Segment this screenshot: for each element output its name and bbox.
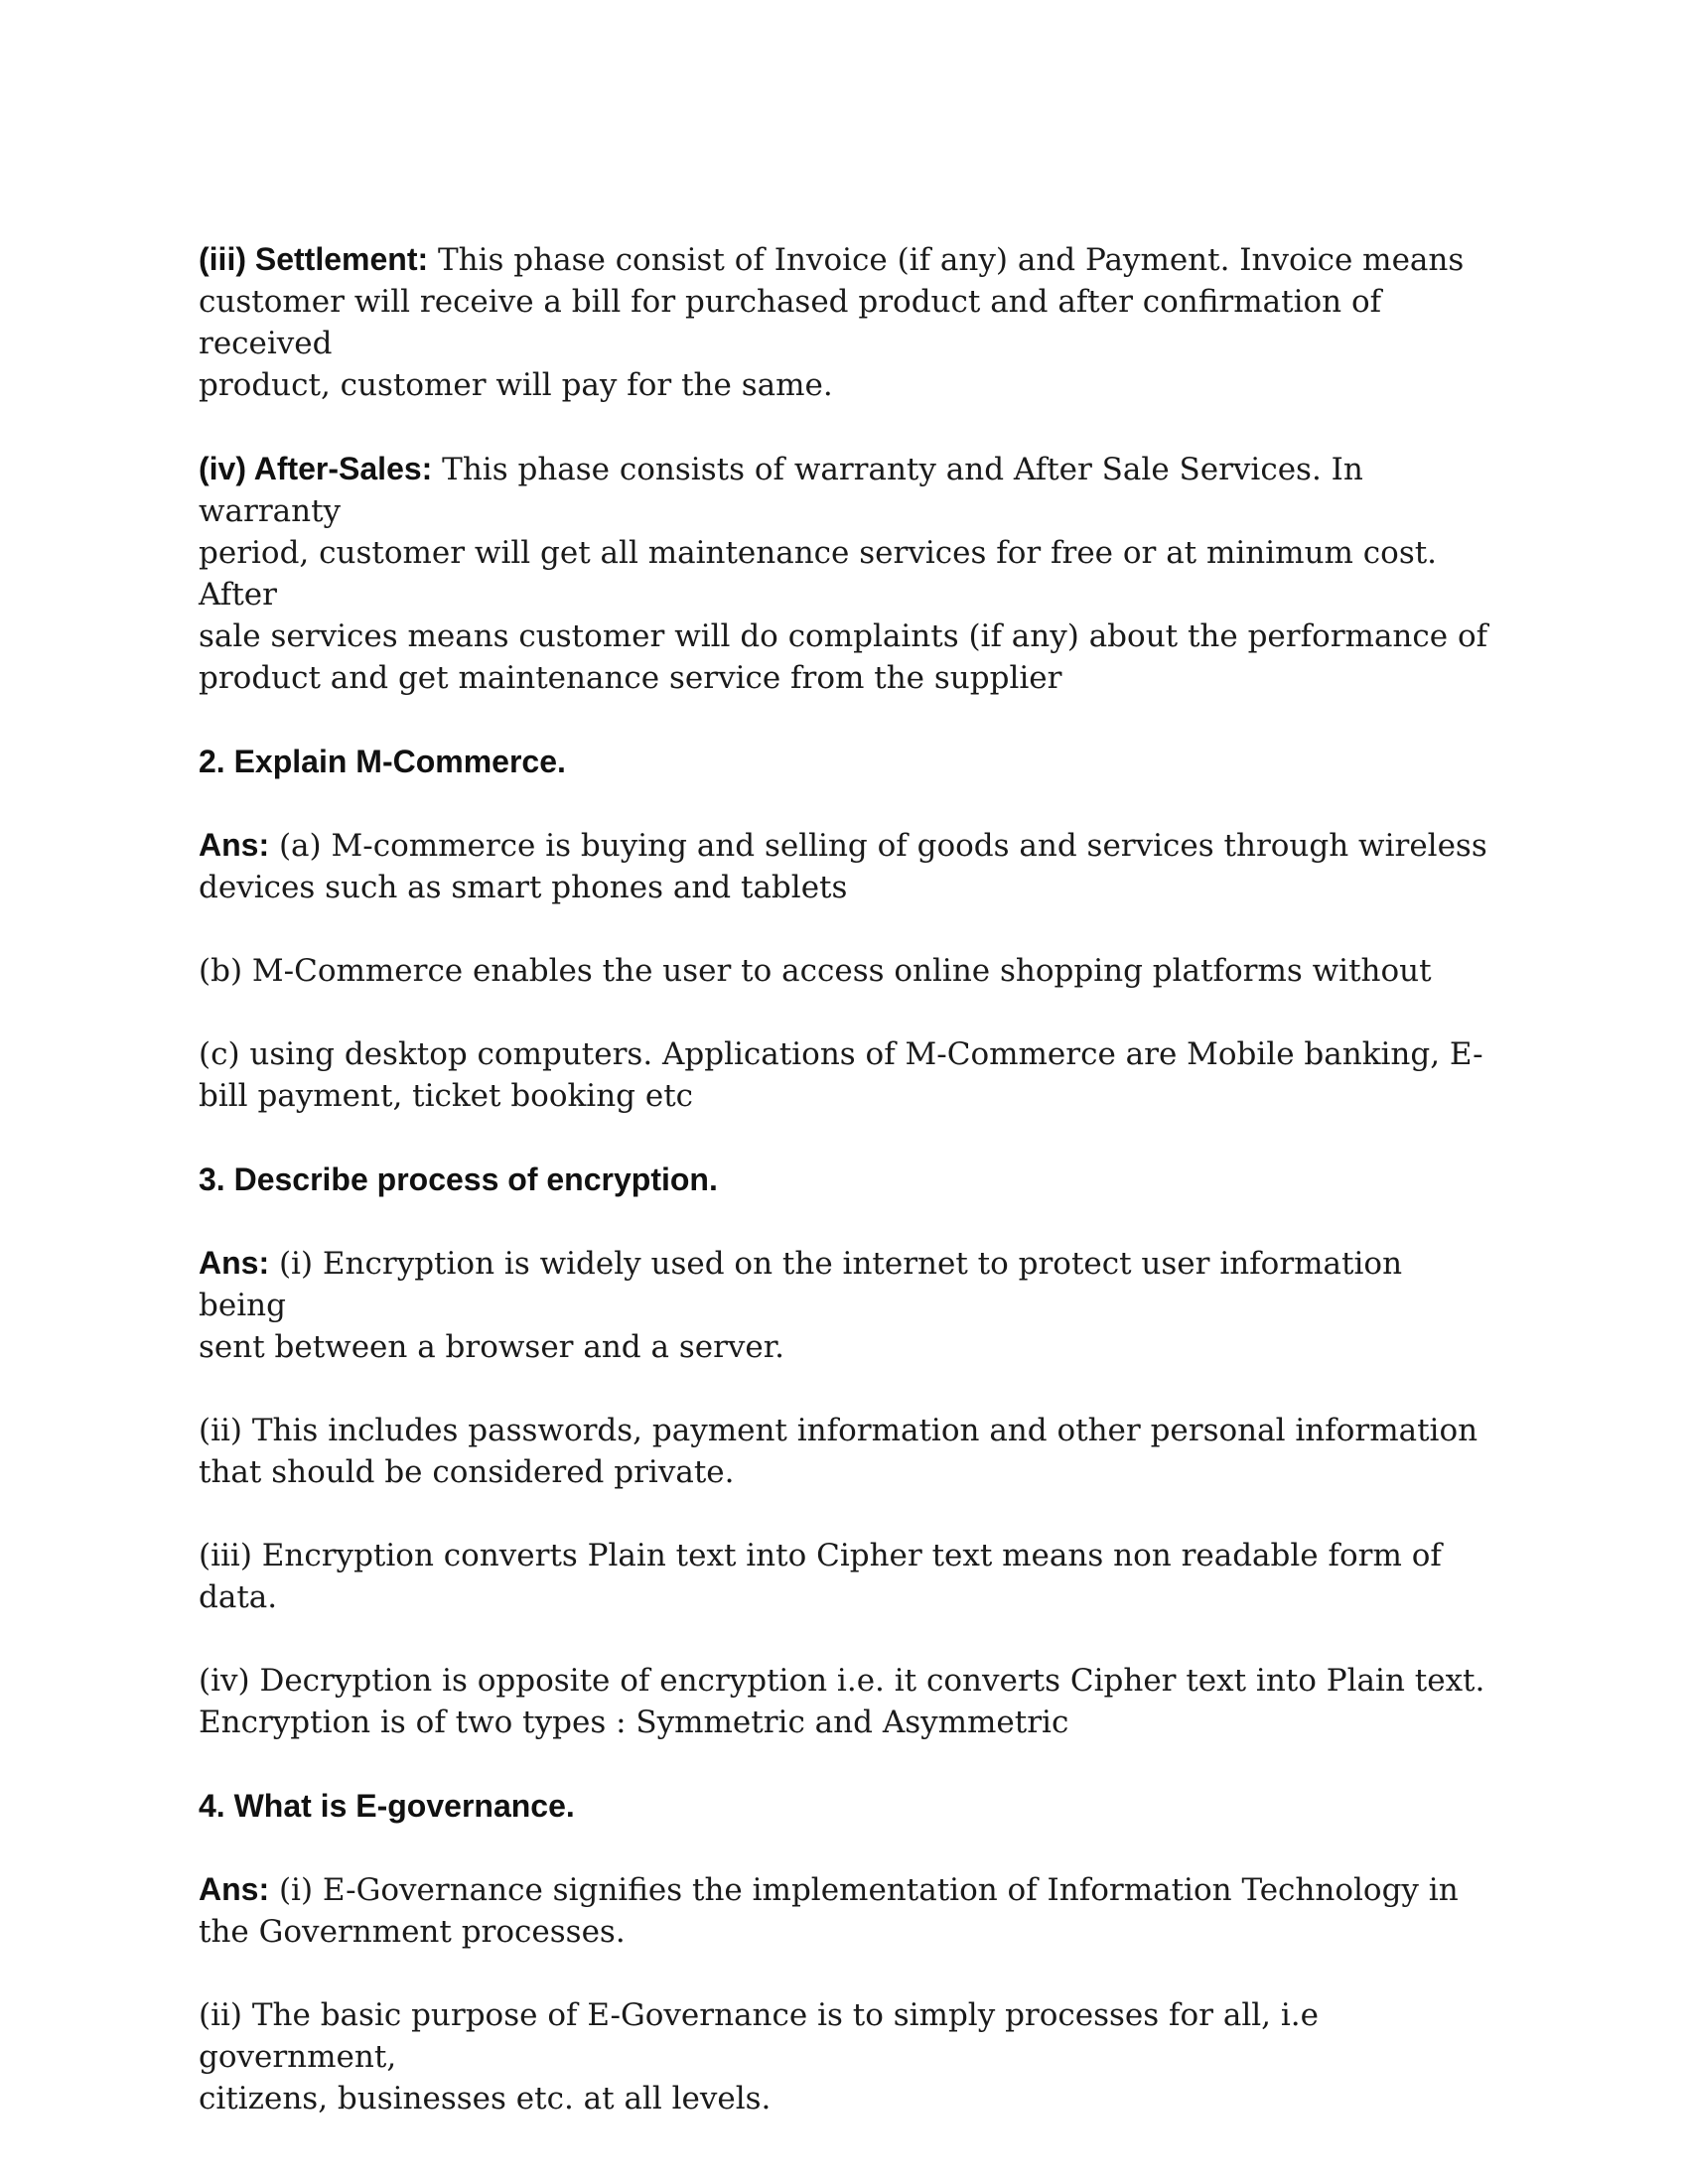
q2-point-a: (a) M-commerce is buying and selling of goods and services through wireless devices such as smart phones and tablets <box>199 828 1487 905</box>
q2-answer-a <box>199 824 1489 908</box>
q3-point-iv: (iv) Decryption is opposite of encryption i.e. it converts Cipher text into Plain text. Encryption is of two types : Symmetric and Asymmetric <box>199 1663 1485 1740</box>
settlement-paragraph <box>199 238 1489 406</box>
q2-ans-label: Ans: <box>199 827 270 863</box>
after-sales-label: (iv) After-Sales: <box>199 451 433 486</box>
q4-point-ii: (ii) The basic purpose of E-Governance is to simply processes for all, i.e government, citizens, businesses etc. at all levels. <box>199 1997 1319 2116</box>
settlement-text: This phase consist of Invoice (if any) and Payment. Invoice means customer will receive a bill for purchased product and after confirmation of received product, customer will pay for the same. <box>199 242 1465 403</box>
q3-ans-label: Ans: <box>199 1245 270 1281</box>
q3-point-i: (i) Encryption is widely used on the internet to protect user information being sent between a browser and a server. <box>199 1246 1403 1365</box>
q3-point-iii: (iii) Encryption converts Plain text into Cipher text means non readable form of data. <box>199 1538 1442 1615</box>
q2-point-c: (c) using desktop computers. Applications of M-Commerce are Mobile banking, E- bill payment, ticket booking etc <box>199 1036 1483 1114</box>
q4-point-i: (i) E-Governance signifies the implementation of Information Technology in the Government processes. <box>199 1872 1459 1950</box>
after-sales-text: This phase consists of warranty and After Sale Services. In warranty period, customer will get all maintenance services for free or at minimum cost. After sale services means customer will do complaints (if any) about the performance of product and get maintenance service from the supplier <box>199 452 1488 696</box>
question-4-heading: 4. What is E-governance. <box>199 1788 575 1824</box>
q4-answer-i <box>199 1868 1489 1953</box>
q3-answer-i <box>199 1242 1489 1368</box>
question-2-heading: 2. Explain M-Commerce. <box>199 744 566 779</box>
document-page <box>199 238 1489 2119</box>
settlement-label: (iii) Settlement: <box>199 241 429 277</box>
q3-point-ii: (ii) This includes passwords, payment information and other personal information that should be considered private. <box>199 1413 1478 1490</box>
after-sales-paragraph <box>199 448 1489 699</box>
q4-ans-label: Ans: <box>199 1871 270 1907</box>
question-3-heading: 3. Describe process of encryption. <box>199 1161 718 1197</box>
q2-point-b: (b) M-Commerce enables the user to access online shopping platforms without <box>199 953 1432 989</box>
